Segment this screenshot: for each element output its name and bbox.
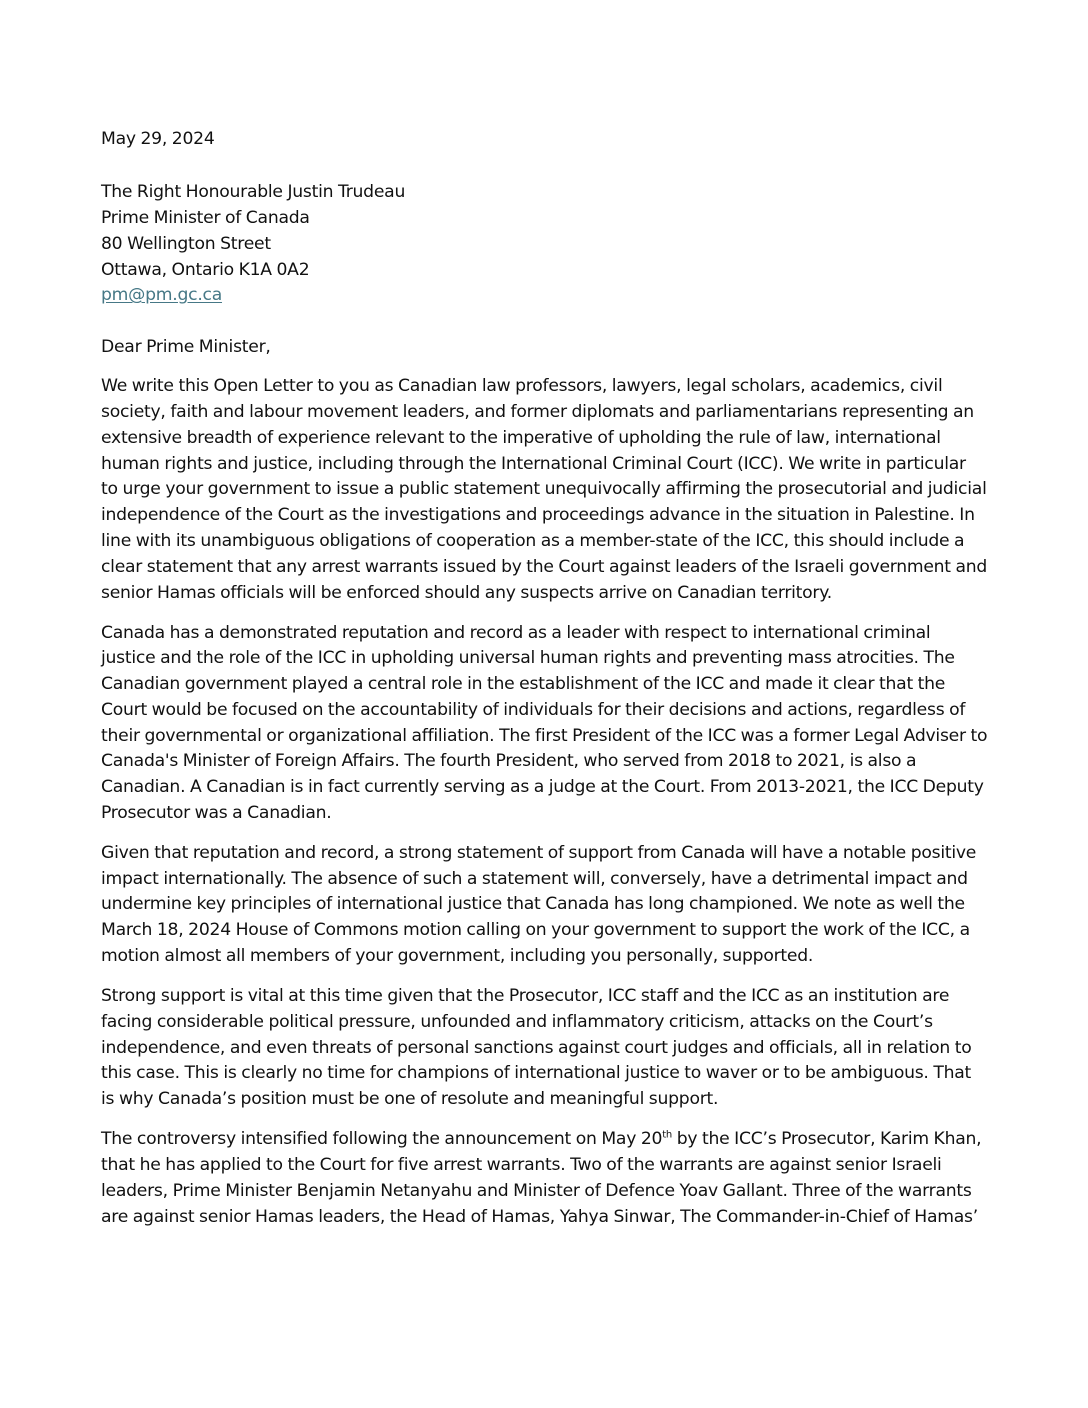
paragraph-line (101, 1128, 981, 1150)
ordinal-suffix: th (662, 1129, 672, 1141)
paragraph-line: We write this Open Letter to you as Canadian law professors, lawyers, legal scholars, academics, civil (101, 376, 943, 396)
paragraph-line: motion almost all members of your government, including you personally, supported. (101, 946, 814, 966)
paragraph-line: justice and the role of the ICC in upholding universal human rights and preventing mass atrocities. The (101, 648, 955, 668)
salutation: Dear Prime Minister, (101, 337, 271, 357)
paragraph-line: facing considerable political pressure, unfounded and inflammatory criticism, attacks on the Court’s (101, 1012, 933, 1032)
paragraph-text: by the ICC’s Prosecutor, Karim Khan, (671, 1129, 982, 1149)
paragraph-line: human rights and justice, including through the International Criminal Court (ICC). We write in particular (101, 454, 966, 474)
paragraph-line: impact internationally. The absence of such a statement will, conversely, have a detrimental impact and (101, 869, 968, 889)
paragraph-line: Canada has a demonstrated reputation and record as a leader with respect to international criminal (101, 623, 931, 643)
recipient-city: Ottawa, Ontario K1A 0A2 (101, 260, 310, 280)
paragraph-line: leaders, Prime Minister Benjamin Netanyahu and Minister of Defence Yoav Gallant. Three of the warrants (101, 1181, 972, 1201)
paragraph-line: this case. This is clearly no time for champions of international justice to waver or to be ambiguous. That (101, 1063, 972, 1083)
paragraph-line: Court would be focused on the accountability of individuals for their decisions and actions, regardless of (101, 700, 966, 720)
paragraph-line: Prosecutor was a Canadian. (101, 803, 332, 823)
paragraph-text: The controversy intensified following the announcement on May 20 (101, 1129, 663, 1149)
paragraph-line: are against senior Hamas leaders, the Head of Hamas, Yahya Sinwar, The Commander-in-Chief of Hamas’ (101, 1207, 978, 1227)
recipient-title: Prime Minister of Canada (101, 208, 310, 228)
paragraph-line: their governmental or organizational affiliation. The first President of the ICC was a former Legal Adviser to (101, 726, 988, 746)
paragraph-line: that he has applied to the Court for five arrest warrants. Two of the warrants are against senior Israeli (101, 1155, 942, 1175)
recipient-name: The Right Honourable Justin Trudeau (101, 182, 406, 202)
paragraph-line: Canadian. A Canadian is in fact currently serving as a judge at the Court. From 2013-2021, the ICC Deputy (101, 777, 984, 797)
paragraph-line: undermine key principles of international justice that Canada has long championed. We note as well the (101, 894, 965, 914)
paragraph-line: Canada's Minister of Foreign Affairs. The fourth President, who served from 2018 to 2021, is also a (101, 751, 917, 771)
paragraph-line: line with its unambiguous obligations of cooperation as a member-state of the ICC, this should include a (101, 531, 965, 551)
paragraph-line: extensive breadth of experience relevant to the imperative of upholding the rule of law, international (101, 428, 941, 448)
paragraph-line: society, faith and labour movement leaders, and former diplomats and parliamentarians representing an (101, 402, 974, 422)
paragraph-line: senior Hamas officials will be enforced should any suspects arrive on Canadian territory. (101, 583, 832, 603)
paragraph-line: Given that reputation and record, a strong statement of support from Canada will have a notable positive (101, 843, 977, 863)
paragraph-line: is why Canada’s position must be one of resolute and meaningful support. (101, 1089, 719, 1109)
paragraph-line: independence of the Court as the investigations and proceedings advance in the situation in Palestine. In (101, 505, 975, 525)
recipient-street: 80 Wellington Street (101, 234, 271, 254)
paragraph-line: clear statement that any arrest warrants issued by the Court against leaders of the Israeli government and (101, 557, 987, 577)
letter-date: May 29, 2024 (101, 129, 215, 149)
paragraph-line: Strong support is vital at this time given that the Prosecutor, ICC staff and the ICC as an institution are (101, 986, 950, 1006)
recipient-email-link[interactable]: pm@pm.gc.ca (101, 285, 223, 305)
paragraph-line: independence, and even threats of personal sanctions against court judges and officials, all in relation to (101, 1038, 972, 1058)
paragraph-line: Canadian government played a central role in the establishment of the ICC and made it clear that the (101, 674, 946, 694)
paragraph-line: March 18, 2024 House of Commons motion calling on your government to support the work of the ICC, a (101, 920, 970, 940)
paragraph-line: to urge your government to issue a public statement unequivocally affirming the prosecutorial and judicial (101, 479, 987, 499)
